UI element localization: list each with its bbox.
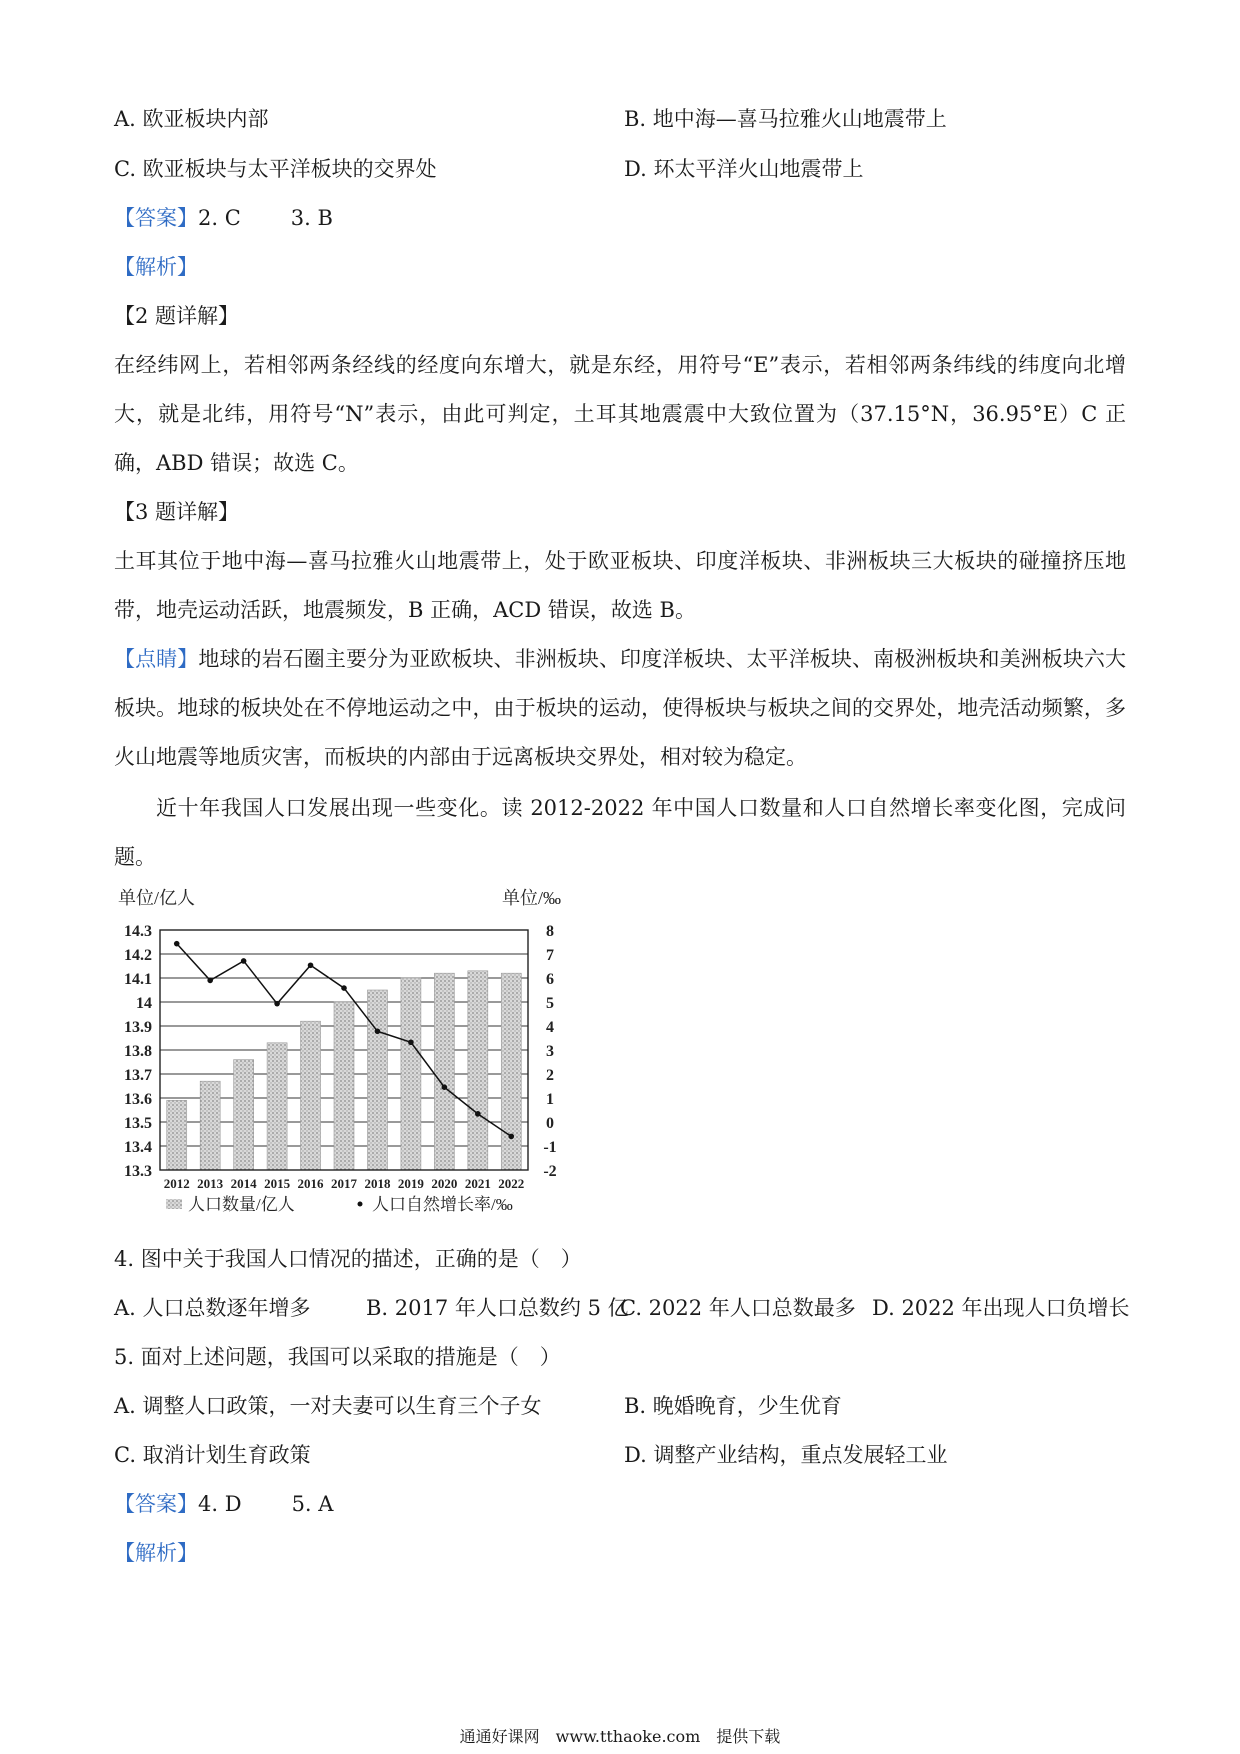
x-tick-label: 2018 [364,1176,391,1191]
q3-option-d: D. 环太平洋火山地震带上 [624,157,864,181]
x-axis [164,1176,525,1191]
population-bar [167,1100,187,1170]
q4-option-d: D. 2022 年出现人口负增长 [872,1296,1130,1320]
tip-label: 【点睛】 [114,647,199,671]
x-tick-label: 2020 [431,1176,458,1191]
growth-rate-point [241,958,247,964]
q4-option-a: A. 人口总数逐年增多 [114,1296,311,1320]
q5-stem: 5. 面对上述问题，我国可以采取的措施是（ ） [114,1345,561,1369]
right-tick-label: 6 [546,971,554,988]
growth-rate-point [508,1134,514,1140]
tip-paragraph [114,635,1126,782]
population-bar [501,973,521,1170]
right-tick-label: 0 [546,1115,554,1132]
left-axis-title: 单位/亿人 [118,888,196,908]
legend-bar-swatch [166,1199,182,1209]
x-tick-label: 2019 [397,1176,424,1191]
x-tick-label: 2017 [331,1176,357,1191]
left-tick-label: 13.8 [124,1043,152,1060]
q5-option-c: C. 取消计划生育政策 [114,1443,311,1467]
tip-text: 地球的岩石圈主要分为亚欧板块、非洲板块、印度洋板块、太平洋板块、南极洲板块和美洲板块六大板块。地球的板块处在不停地运动之中，由于板块的运动，使得板块与板块之间的交界处，地壳活动频繁，多火山地震等地质灾害，而板块的内部由于远离板块交界处，相对较为稳定。 [114,647,1126,769]
right-axis-title: 单位/‰ [502,888,562,908]
left-tick-label: 14.2 [124,947,152,964]
population-bar [301,1021,321,1170]
analysis-label: 【解析】 [114,255,198,279]
x-tick-label: 2016 [297,1176,324,1191]
x-tick-label: 2012 [163,1176,190,1191]
right-tick-label: 2 [546,1067,554,1084]
page-footer: 通通好课网 www.tthaoke.com 提供下载 [459,1727,781,1746]
right-tick-label: 7 [546,947,554,964]
left-tick-label: 13.3 [124,1163,152,1180]
x-tick-label: 2013 [197,1176,224,1191]
left-tick-label: 14.3 [124,923,152,940]
left-tick-label: 14.1 [124,971,152,988]
answer-5: 5. A [291,1492,334,1516]
growth-rate-point [442,1084,448,1090]
q4-option-c: C. 2022 年人口总数最多 [620,1296,856,1320]
right-tick-label: 3 [546,1043,554,1060]
q5-option-d: D. 调整产业结构，重点发展轻工业 [624,1443,948,1467]
left-tick-label: 13.4 [124,1139,152,1156]
right-tick-label: -1 [543,1139,557,1156]
q5-option-a: A. 调整人口政策，一对夫妻可以生育三个子女 [114,1394,542,1418]
right-axis [543,923,556,1180]
q3-option-a: A. 欧亚板块内部 [114,107,269,131]
right-tick-label: 1 [546,1091,554,1108]
answer-row-1 [114,203,333,233]
q3-option-b: B. 地中海—喜马拉雅火山地震带上 [624,107,947,131]
left-tick-label: 14 [136,995,152,1012]
left-tick-label: 13.9 [124,1019,152,1036]
detail-3-text: 土耳其位于地中海—喜马拉雅火山地震带上，处于欧亚板块、印度洋板块、非洲板块三大板块的碰撞挤压地带，地壳运动活跃，地震频发，B 正确，ACD 错误，故选 B。 [114,549,1126,622]
answer-2: 2. C [198,206,241,230]
left-tick-label: 13.7 [124,1067,152,1084]
growth-rate-point [375,1028,381,1034]
answer-label: 【答案】 [114,206,198,230]
x-tick-label: 2022 [498,1176,525,1191]
growth-rate-point [207,978,213,984]
population-bar [434,973,454,1170]
growth-rate-point [475,1111,481,1117]
chart-legend [166,1195,513,1214]
growth-rate-point [274,1001,280,1007]
q4-option-b: B. 2017 年人口总数约 5 亿 [366,1296,629,1320]
population-bar [367,990,387,1170]
answer-4: 4. D [198,1492,242,1516]
population-bar [200,1081,220,1170]
bar-series [167,971,522,1170]
population-chart [108,884,588,1220]
x-tick-label: 2021 [464,1176,491,1191]
legend-bar-label: 人口数量/亿人 [188,1195,295,1214]
detail-2-heading: 【2 题详解】 [114,304,240,328]
growth-rate-point [308,962,314,968]
right-tick-label: 8 [546,923,554,940]
legend-line-label: 人口自然增长率/‰ [372,1195,513,1214]
growth-rate-point [174,941,180,947]
x-tick-label: 2015 [264,1176,291,1191]
left-axis [124,923,152,1180]
population-bar [468,971,488,1170]
intro-text: 近十年我国人口发展出现一些变化。读 2012-2022 年中国人口数量和人口自然增长率变化图，完成问题。 [114,796,1126,869]
growth-rate-point [341,985,347,991]
population-bar [401,978,421,1170]
right-tick-label: 4 [546,1019,554,1036]
population-bar [334,1002,354,1170]
right-tick-label: 5 [546,995,554,1012]
answer-3: 3. B [290,206,333,230]
q3-option-c: C. 欧亚板块与太平洋板块的交界处 [114,157,437,181]
right-tick-label: -2 [543,1163,557,1180]
left-tick-label: 13.5 [124,1115,152,1132]
x-tick-label: 2014 [230,1176,257,1191]
population-bar [234,1060,254,1170]
q5-option-b: B. 晚婚晚育，少生优育 [624,1394,842,1418]
left-tick-label: 13.6 [124,1091,152,1108]
detail-3-heading: 【3 题详解】 [114,500,240,524]
answer-label: 【答案】 [114,1492,198,1516]
legend-dot-swatch [358,1202,363,1207]
analysis-label: 【解析】 [114,1541,198,1565]
population-bar [267,1043,287,1170]
q4-stem: 4. 图中关于我国人口情况的描述，正确的是（ ） [114,1247,582,1271]
growth-rate-point [408,1040,414,1046]
detail-2-text: 在经纬网上，若相邻两条经线的经度向东增大，就是东经，用符号“E”表示，若相邻两条纬线的纬度向北增大，就是北纬，用符号“N”表示，由此可判定，土耳其地震震中大致位置为（37.15°N，36.95°E）C 正确，ABD 错误；故选 C。 [114,353,1126,475]
answer-row-2 [114,1489,333,1519]
